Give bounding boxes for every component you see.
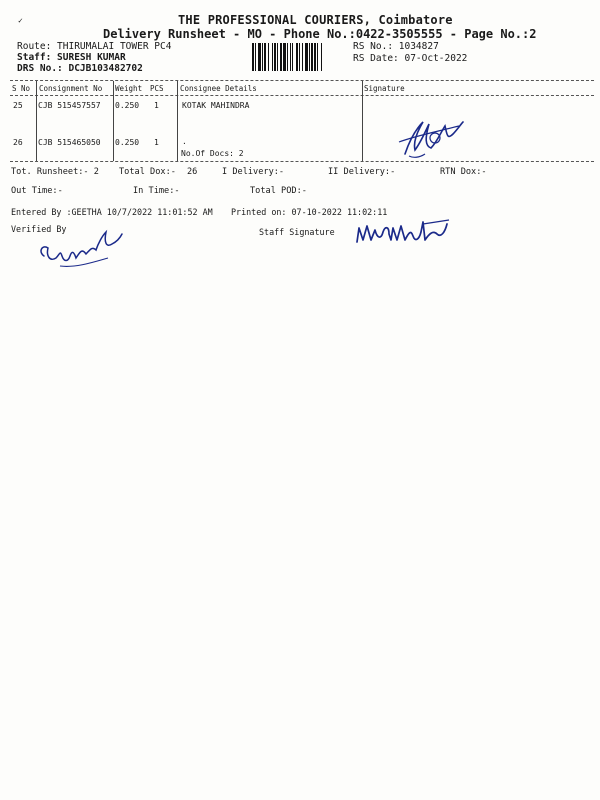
in-time: In Time:-: [133, 186, 180, 196]
verified-by: Verified By: [11, 224, 67, 234]
row-consignment: CJB 515465050: [38, 138, 101, 147]
drs-number: DRS No.: DCJB103482702: [17, 63, 143, 74]
col-divider: [36, 81, 37, 161]
consignee-signature-icon: [395, 112, 465, 162]
barcode-icon: [252, 43, 344, 71]
table-top-rule: [10, 80, 594, 81]
row-pcs: 1: [154, 101, 159, 110]
col-header-weight: Weight: [115, 84, 143, 93]
tot-runsheet: Tot. Runsheet:- 2: [11, 167, 99, 177]
rs-date: RS Date: 07-Oct-2022: [353, 53, 468, 64]
row-consignee: .: [182, 137, 187, 146]
table-header-rule: [10, 95, 594, 96]
runsheet-subtitle: Delivery Runsheet - MO - Phone No.:0422-3505555 - Page No.:2: [103, 27, 537, 41]
rtn-dox: RTN Dox:-: [440, 167, 487, 177]
total-dox-label: Total Dox:-: [119, 167, 176, 177]
col-header-sno: S No: [12, 84, 31, 93]
row-sno: 26: [13, 138, 23, 147]
row-weight: 0.250: [115, 101, 140, 110]
staff-text: Staff: SURESH KUMAR: [17, 52, 126, 63]
table-bottom-rule: [10, 161, 594, 162]
col-divider: [113, 81, 114, 161]
staff-signature-icon: [353, 212, 453, 252]
row-weight: 0.250: [115, 138, 140, 147]
verified-signature-icon: [36, 222, 126, 272]
company-title: THE PROFESSIONAL COURIERS, Coimbatore: [178, 13, 453, 27]
row-consignment: CJB 515457557: [38, 101, 101, 110]
ii-delivery: II Delivery:-: [328, 167, 396, 177]
col-header-consignee: Consignee Details: [180, 84, 257, 93]
route-text: Route: THIRUMALAI TOWER PC4: [17, 41, 172, 52]
col-divider: [362, 81, 363, 161]
rs-number: RS No.: 1034827: [353, 41, 439, 52]
total-dox-value: 26: [187, 167, 198, 177]
docs-count: No.Of Docs: 2: [181, 149, 244, 158]
total-pod: Total POD:-: [250, 186, 307, 196]
col-header-signature: Signature: [364, 84, 405, 93]
printed-on: Printed on: 07-10-2022 11:02:11: [231, 207, 388, 217]
entered-by: Entered By :GEETHA 10/7/2022 11:01:52 AM: [11, 207, 213, 217]
row-sno: 25: [13, 101, 23, 110]
out-time: Out Time:-: [11, 186, 63, 196]
row-pcs: 1: [154, 138, 159, 147]
row-consignee: KOTAK MAHINDRA: [182, 101, 250, 110]
staff-signature-label: Staff Signature: [259, 227, 335, 237]
col-divider: [177, 81, 178, 161]
i-delivery: I Delivery:-: [222, 167, 285, 177]
col-header-pcs: PCS: [150, 84, 164, 93]
stray-mark: ✓: [18, 16, 23, 25]
col-header-consignment: Consignment No: [39, 84, 103, 93]
